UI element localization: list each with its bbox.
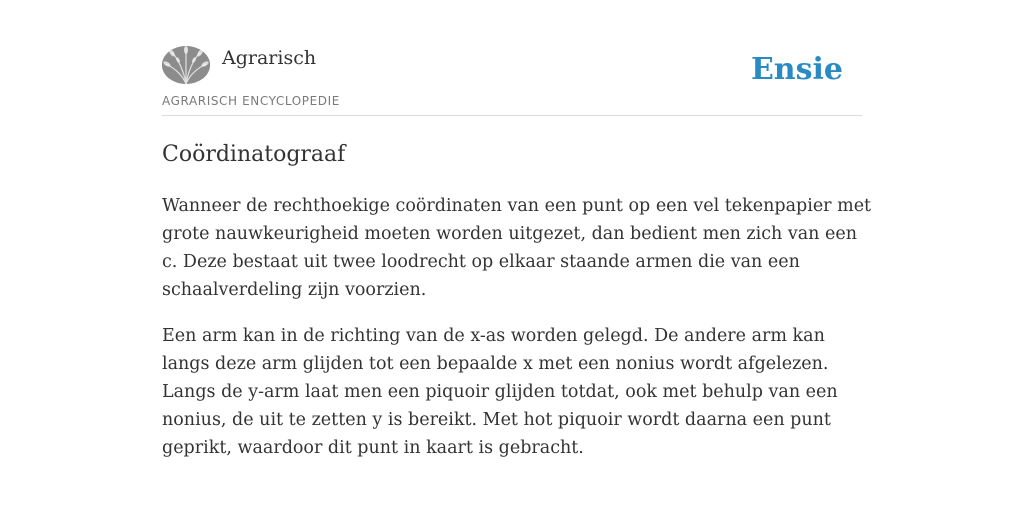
article-paragraph: Wanneer de rechthoekige coördinaten van een punt op een vel tekenpapier met grote nauwkeurigheid moeten worden uitgezet, dan bedient men zich van een c. Deze bestaat uit twee loodrecht op elkaar staande armen die van een schaalverdeling zijn voorzien.: [162, 196, 872, 300]
site-subtitle: AGRARISCH ENCYCLOPEDIE: [162, 94, 340, 108]
ensie-logo[interactable]: Ensie: [750, 52, 843, 87]
article-body: [162, 192, 872, 480]
site-name[interactable]: Agrarisch: [222, 47, 317, 69]
header: [162, 46, 862, 116]
article-title: Coördinatograaf: [162, 142, 346, 167]
article-paragraph: Een arm kan in de richting van de x-as worden gelegd. De andere arm kan langs deze arm glijden tot een bepaalde x met een nonius wordt afgelezen. Langs de y-arm laat men een piquoir glijden totdat, ook met behulp van een nonius, de uit te zetten y is bereikt. Met hot piquoir wordt daarna een punt geprikt, waardoor dit punt in kaart is gebracht.: [162, 326, 838, 458]
wheat-icon[interactable]: [162, 46, 210, 84]
